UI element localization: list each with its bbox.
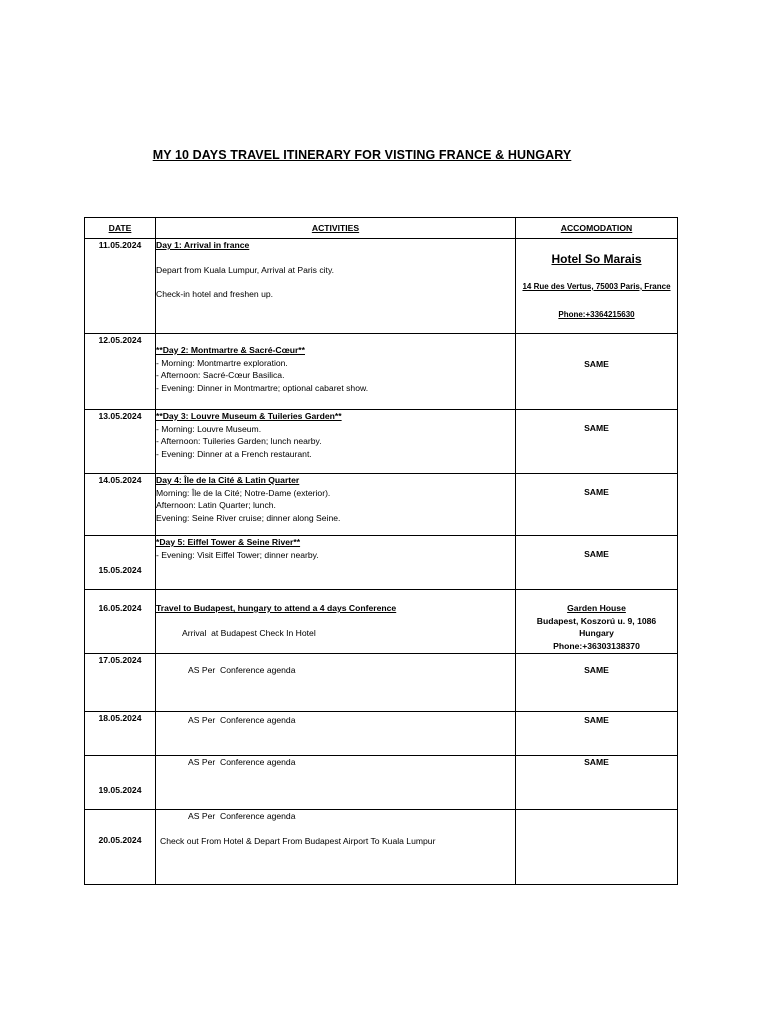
accommodation-same: SAME bbox=[584, 757, 609, 767]
row-accommodation bbox=[516, 536, 678, 590]
page-title: MY 10 DAYS TRAVEL ITINERARY FOR VISTING FRANCE & HUNGARY bbox=[152, 148, 572, 162]
accommodation-same: SAME bbox=[584, 359, 609, 369]
row-accommodation bbox=[516, 410, 678, 474]
activity-line: Check out From Hotel & Depart From Budapest Airport To Kuala Lumpur bbox=[160, 835, 436, 846]
table-row bbox=[85, 239, 678, 334]
activity-line: - Evening: Visit Eiffel Tower; dinner nearby. bbox=[156, 549, 319, 560]
accommodation-same: SAME bbox=[584, 487, 609, 497]
activity-line: AS Per Conference agenda bbox=[188, 665, 296, 675]
row-activities bbox=[156, 810, 516, 885]
activity-line: Depart from Kuala Lumpur, Arrival at Paris city. bbox=[156, 264, 334, 275]
row-activities bbox=[156, 410, 516, 474]
day-heading: **Day 2: Montmartre & Sacré-Cœur** bbox=[156, 345, 305, 355]
table-row bbox=[85, 810, 678, 885]
header-date: DATE bbox=[85, 218, 156, 239]
row-date: 14.05.2024 bbox=[85, 474, 156, 536]
activity-line: Evening: Seine River cruise; dinner along Seine. bbox=[156, 512, 341, 523]
row-accommodation bbox=[516, 756, 678, 810]
activity-line: AS Per Conference agenda bbox=[188, 757, 296, 767]
activity-line: - Morning: Louvre Museum. bbox=[156, 423, 262, 434]
row-accommodation bbox=[516, 590, 678, 654]
row-activities bbox=[156, 712, 516, 756]
table-row bbox=[85, 712, 678, 756]
accommodation-same: SAME bbox=[584, 423, 609, 433]
table-row bbox=[85, 654, 678, 712]
row-accommodation bbox=[516, 239, 678, 334]
row-activities bbox=[156, 756, 516, 810]
day-heading: Day 1: Arrival in france bbox=[156, 240, 250, 250]
row-activities bbox=[156, 536, 516, 590]
activity-line: - Evening: Dinner at a French restaurant. bbox=[156, 448, 312, 459]
header-activities: ACTIVITIES bbox=[156, 218, 516, 239]
activity-line: - Afternoon: Tuileries Garden; lunch nearby. bbox=[156, 436, 322, 447]
activity-line: Morning: Île de la Cité; Notre-Dame (exterior). bbox=[156, 487, 331, 498]
hotel-phone: Phone:+3364215630 bbox=[558, 310, 635, 320]
table-header-row bbox=[85, 218, 678, 239]
row-accommodation bbox=[516, 334, 678, 410]
hotel-country: Hungary bbox=[579, 628, 614, 639]
accommodation-same: SAME bbox=[584, 715, 609, 725]
row-activities bbox=[156, 474, 516, 536]
table-row bbox=[85, 756, 678, 810]
table-row bbox=[85, 334, 678, 410]
hotel-address: 14 Rue des Vertus, 75003 Paris, France bbox=[522, 281, 671, 291]
row-date: 17.05.2024 bbox=[85, 654, 156, 712]
accommodation-same: SAME bbox=[584, 549, 609, 559]
table-row bbox=[85, 590, 678, 654]
day-heading: **Day 3: Louvre Museum & Tuileries Garden** bbox=[156, 411, 342, 421]
activity-line: Arrival at Budapest Check In Hotel bbox=[182, 627, 316, 638]
row-date: 13.05.2024 bbox=[85, 410, 156, 474]
hotel-name: Hotel So Marais bbox=[551, 252, 642, 266]
row-activities bbox=[156, 590, 516, 654]
row-date: 15.05.2024 bbox=[85, 536, 156, 590]
table-row bbox=[85, 536, 678, 590]
hotel-name: Garden House bbox=[567, 603, 626, 613]
row-accommodation bbox=[516, 810, 678, 885]
hotel-address: Budapest, Koszorú u. 9, 1086 bbox=[536, 615, 657, 626]
day-heading: *Day 5: Eiffel Tower & Seine River** bbox=[156, 537, 301, 547]
row-activities bbox=[156, 334, 516, 410]
row-activities bbox=[156, 239, 516, 334]
activity-line: - Evening: Dinner in Montmartre; optional cabaret show. bbox=[156, 382, 369, 393]
row-accommodation bbox=[516, 474, 678, 536]
table-row bbox=[85, 410, 678, 474]
itinerary-table bbox=[84, 217, 678, 885]
activity-line: AS Per Conference agenda bbox=[188, 811, 296, 821]
row-date: 19.05.2024 bbox=[85, 756, 156, 810]
activity-line: Afternoon: Latin Quarter; lunch. bbox=[156, 500, 276, 511]
row-date: 12.05.2024 bbox=[85, 334, 156, 410]
activity-line: - Afternoon: Sacré-Cœur Basilica. bbox=[156, 370, 285, 381]
row-date: 11.05.2024 bbox=[85, 239, 156, 334]
activity-line: AS Per Conference agenda bbox=[188, 715, 296, 725]
activity-line: - Morning: Montmartre exploration. bbox=[156, 357, 288, 368]
row-accommodation bbox=[516, 654, 678, 712]
day-heading: Day 4: Île de la Cité & Latin Quarter bbox=[156, 475, 300, 485]
row-date: 20.05.2024 bbox=[85, 810, 156, 885]
row-date: 16.05.2024 bbox=[85, 590, 156, 654]
accommodation-same: SAME bbox=[584, 665, 609, 675]
row-date: 18.05.2024 bbox=[85, 712, 156, 756]
hotel-phone: Phone:+36303138370 bbox=[553, 640, 640, 651]
activity-line: Check-in hotel and freshen up. bbox=[156, 289, 274, 300]
row-accommodation bbox=[516, 712, 678, 756]
day-heading: Travel to Budapest, hungary to attend a 4 days Conference bbox=[156, 603, 397, 613]
table-row bbox=[85, 474, 678, 536]
header-accommodation: ACCOMODATION bbox=[516, 218, 678, 239]
row-activities bbox=[156, 654, 516, 712]
